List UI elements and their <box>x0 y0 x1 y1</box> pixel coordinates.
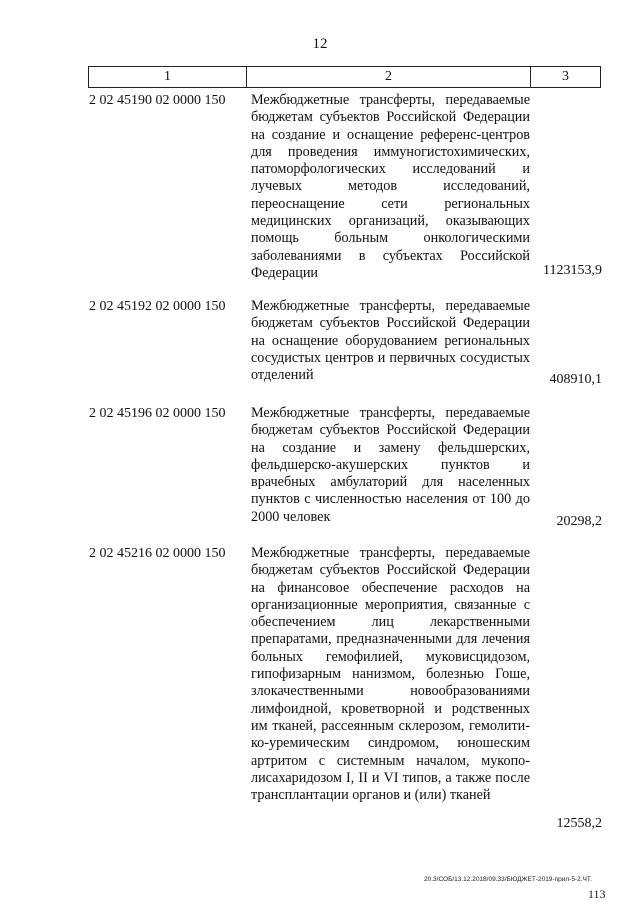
footer-reference: 20.3/СОБ/13.12.2018/09.33/БЮДЖЕТ-2019-прил-5-2.ЧТ. <box>424 876 592 883</box>
row-description: Межбюджетные трансферты, передаваемые бюджетам субъектов Российской Федерации на оснащение оборудованием региональных сосудистых центров и первичных сосудистых отделений <box>251 298 530 384</box>
header-col-3: 3 <box>562 69 569 84</box>
row-amount: 1123153,9 <box>543 263 602 278</box>
budget-code: 2 02 45216 02 0000 150 <box>89 546 226 561</box>
budget-code: 2 02 45196 02 0000 150 <box>89 406 226 421</box>
corner-page-number: 113 <box>588 887 606 901</box>
row-description: Межбюджетные трансферты, передаваемые бюджетам субъектов Российской Федерации на финансовое обеспечение расходов на организационные мероприятия, связанные с обеспечением лиц лекарственными препаратами, предназначенными для лечения больных гемофилией, муковисцидозом, гипофизарным нанизмом, болезнью Гоше, злокачественными новообразованиями лимфоидной, кроветворной и родственных им тканей, рассеянным склерозом, гемолитико-уремическим синдромом, юношеским артритом с системным началом, мукополисахаридозом I, II и VI типов, а также после трансплантации органов и (или) тканей <box>251 545 530 804</box>
page-number: 12 <box>312 36 328 52</box>
header-col-1: 1 <box>89 67 247 87</box>
row-amount: 408910,1 <box>549 372 602 387</box>
budget-code: 2 02 45190 02 0000 150 <box>89 93 226 108</box>
row-amount: 20298,2 <box>556 514 602 529</box>
header-col-2: 2 <box>247 67 531 87</box>
row-description: Межбюджетные трансферты, передаваемые бюджетам субъектов Российской Федерации на создание и оснащение референс-центров для проведения иммуногистохимических, патоморфологических исследований и лучевых методов исследований, переоснащение сети региональных медицинских организаций, оказывающих помощь больным онкологическими заболеваниями в субъектах Российской Федерации <box>251 92 530 281</box>
row-amount: 12558,2 <box>556 816 602 831</box>
budget-code: 2 02 45192 02 0000 150 <box>89 299 226 314</box>
table-header <box>88 66 601 88</box>
row-description: Межбюджетные трансферты, передаваемые бюджетам субъектов Российской Федерации на создание и замену фельдшерских, фельдшерско-акушерских пунктов и врачебных амбулаторий для населенных пунктов с численностью населения от 100 до 2000 человек <box>251 405 530 525</box>
